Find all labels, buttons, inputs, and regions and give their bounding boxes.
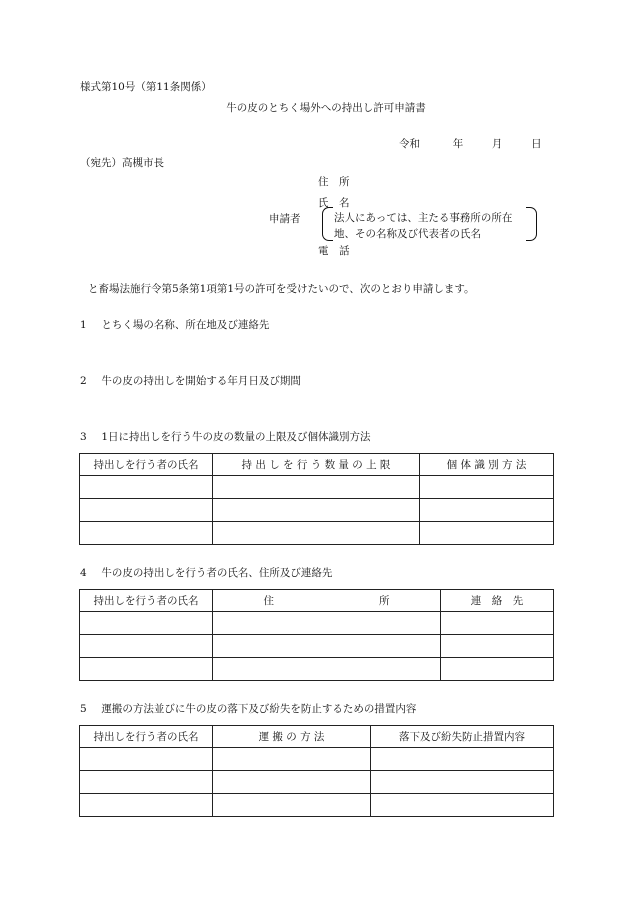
table-cell[interactable]	[371, 748, 554, 771]
applicant-label: 申請者	[269, 213, 301, 225]
table-cell[interactable]	[80, 658, 213, 681]
section-title: 牛の皮の持出しを行う者の氏名、住所及び連絡先	[101, 567, 333, 579]
table-row	[80, 794, 554, 817]
section-title: 1日に持出しを行う牛の皮の数量の上限及び個体識別方法	[101, 431, 371, 443]
section-number: 2	[80, 375, 87, 387]
column-header: 持出しを行う者の氏名	[80, 454, 213, 476]
table-row	[80, 476, 554, 499]
date-era: 令和	[399, 138, 420, 150]
section-title: 運搬の方法並びに牛の皮の落下及び紛失を防止するための措置内容	[101, 703, 417, 715]
table-cell[interactable]	[420, 522, 554, 545]
table-cell[interactable]	[441, 635, 554, 658]
table-cell[interactable]	[213, 476, 420, 499]
column-header: 運 搬 の 方 法	[213, 726, 371, 748]
corporate-note	[322, 207, 542, 241]
section-number: 5	[80, 703, 87, 715]
form-number: 様式第10号（第11条関係）	[80, 81, 212, 93]
table-row	[80, 612, 554, 635]
section-5-heading	[80, 704, 416, 715]
table-cell[interactable]	[213, 794, 371, 817]
section-number: 3	[80, 431, 87, 443]
table-header-row	[80, 726, 554, 748]
table-cell[interactable]	[441, 612, 554, 635]
bracket-left	[322, 207, 333, 241]
table-row	[80, 771, 554, 794]
section-4-table	[79, 589, 554, 681]
section-title: 牛の皮の持出しを開始する年月日及び期間	[101, 375, 301, 387]
column-header: 住 所	[213, 590, 441, 612]
table-cell[interactable]	[420, 499, 554, 522]
bracket-right	[526, 207, 537, 241]
column-header: 連 絡 先	[441, 590, 554, 612]
section-4-heading	[80, 568, 332, 579]
date-day: 日	[531, 138, 542, 150]
section-2-heading	[80, 376, 301, 387]
date-month: 月	[491, 138, 503, 150]
table-cell[interactable]	[80, 499, 213, 522]
table-header-row	[80, 454, 554, 476]
column-header: 持出しを行う者の氏名	[80, 590, 213, 612]
document-title: 牛の皮のとちく場外への持出し許可申請書	[226, 102, 426, 114]
table-cell[interactable]	[371, 771, 554, 794]
section-title: とちく場の名称、所在地及び連絡先	[101, 319, 270, 331]
address-label: 住 所	[318, 176, 350, 188]
table-cell[interactable]	[213, 499, 420, 522]
table-cell[interactable]	[441, 658, 554, 681]
table-cell[interactable]	[80, 522, 213, 545]
section-3-heading	[80, 432, 371, 443]
addressee: （宛先）高槻市長	[80, 157, 164, 169]
table-cell[interactable]	[213, 658, 441, 681]
table-cell[interactable]	[213, 522, 420, 545]
table-row	[80, 522, 554, 545]
section-number: 1	[80, 319, 87, 331]
table-cell[interactable]	[213, 612, 441, 635]
table-cell[interactable]	[420, 476, 554, 499]
table-row	[80, 748, 554, 771]
phone-label: 電 話	[318, 245, 350, 257]
section-3-table	[79, 453, 554, 545]
section-5-table	[79, 725, 554, 817]
table-cell[interactable]	[80, 635, 213, 658]
column-header: 個 体 識 別 方 法	[420, 454, 554, 476]
section-1-heading	[80, 320, 269, 331]
section-number: 4	[80, 567, 87, 579]
table-cell[interactable]	[80, 476, 213, 499]
table-cell[interactable]	[80, 748, 213, 771]
name-label: 氏 名	[318, 197, 350, 209]
table-cell[interactable]	[80, 612, 213, 635]
column-header: 持出しを行う者の氏名	[80, 726, 213, 748]
corporate-note-line2: 地、その名称及び代表者の氏名	[334, 228, 481, 240]
table-cell[interactable]	[213, 771, 371, 794]
column-header: 持 出 し を 行 う 数 量 の 上 限	[213, 454, 420, 476]
table-cell[interactable]	[371, 794, 554, 817]
table-cell[interactable]	[80, 771, 213, 794]
table-cell[interactable]	[213, 748, 371, 771]
date-year: 年	[452, 138, 464, 150]
table-cell[interactable]	[213, 635, 441, 658]
table-cell[interactable]	[80, 794, 213, 817]
table-header-row	[80, 590, 554, 612]
column-header: 落下及び紛失防止措置内容	[371, 726, 554, 748]
intro-text: と畜場法施行令第5条第1項第1号の許可を受けたいので、次のとおり申請します。	[88, 283, 475, 295]
corporate-note-line1: 法人にあっては、主たる事務所の所在	[334, 212, 513, 224]
table-row	[80, 499, 554, 522]
table-row	[80, 658, 554, 681]
table-row	[80, 635, 554, 658]
date-line	[399, 139, 542, 150]
